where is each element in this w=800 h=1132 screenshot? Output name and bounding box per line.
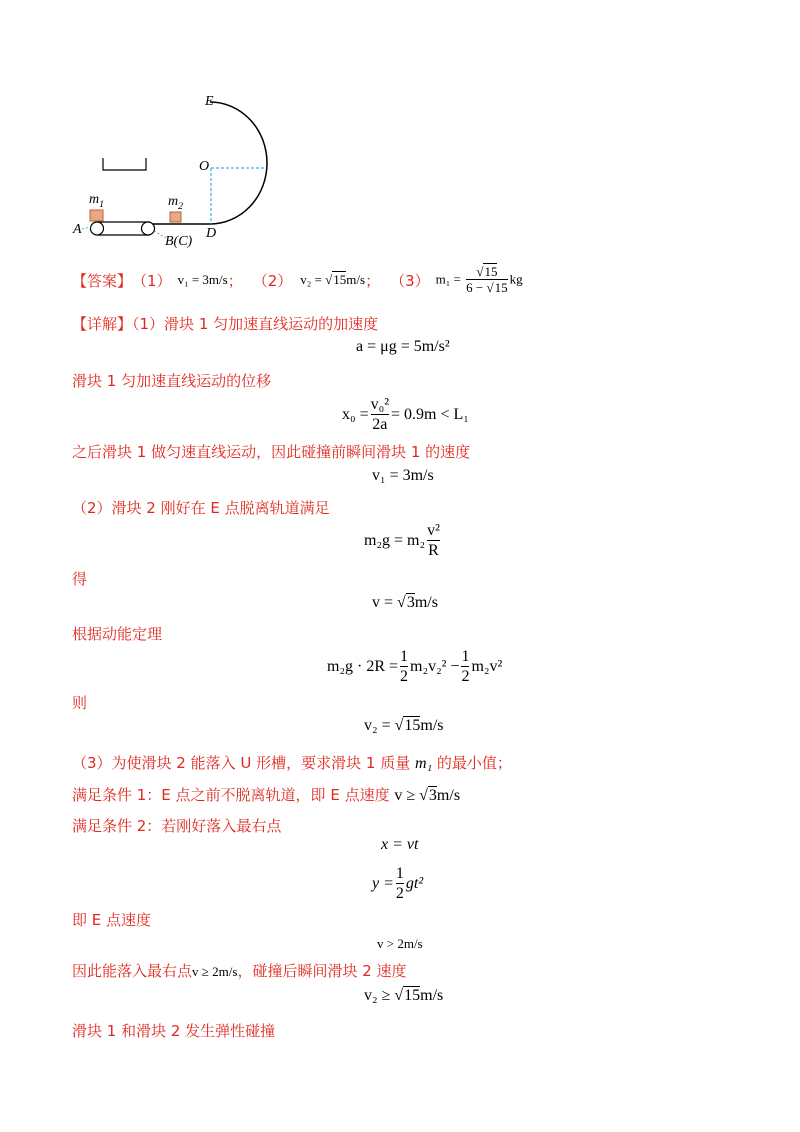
eq-v: v = √3m/s	[372, 594, 438, 611]
detail-line-6: 根据动能定理	[72, 625, 163, 643]
eq-acceleration: a = μg = 5m/s²	[356, 338, 450, 355]
label-d: D	[206, 226, 217, 241]
eq-x: x = vt	[381, 836, 419, 853]
detail-line-4: （2）滑块 2 刚好在 E 点脱离轨道满足	[72, 499, 330, 517]
answer-1: v₁ = 3m/s	[177, 272, 228, 287]
eq-circular: m₂g = m₂ $\frac{\text{v²}}{R}$	[364, 522, 440, 559]
detail-line-14: 滑块 1 和滑块 2 发生弹性碰撞	[72, 1022, 276, 1040]
semicircle-track	[210, 102, 267, 224]
detail-line-7: 则	[72, 694, 88, 712]
detail-line-2: 滑块 1 匀加速直线运动的位移	[72, 372, 272, 390]
label-o: O	[199, 159, 210, 174]
eq-displacement: x₀ = $\frac{\text{v₀²}}{2a}$ = 0.9m < L₁	[342, 396, 469, 433]
detail-line-1: 【详解】（1）滑块 1 匀加速直线运动的加速度	[72, 315, 379, 333]
block-m1	[90, 210, 103, 221]
pulley-left	[91, 222, 104, 235]
detail-line-13: 因此能落入最右点v ≥ 2m/s，碰撞后瞬间滑块 2 速度	[72, 962, 407, 980]
eq-v2: v₂ = √15m/s	[364, 717, 444, 734]
label-a: A	[73, 222, 82, 237]
physics-diagram	[60, 88, 290, 258]
label-bc: B(C)	[165, 234, 193, 249]
detail-line-10: 满足条件 2：若刚好落入最右点	[72, 817, 282, 835]
eq-v-gt-2: v > 2m/s	[377, 936, 423, 951]
answer-2: v₂ = √15m/s	[300, 272, 366, 287]
u-groove	[103, 158, 146, 170]
eq-y: y = $\frac{1}{2}$ gt²	[372, 865, 424, 902]
eq-v1: v₁ = 3m/s	[372, 467, 434, 484]
answer-3: m₁ = $\frac{√15}{6 - √15}$ kg	[435, 263, 523, 295]
eq-energy: m₂g · 2R = $\frac{1}{2}$ m₂v₂² − $\frac{1}{2}$ m₂v²	[327, 648, 503, 685]
block-m2	[170, 212, 181, 222]
detail-line-3: 之后滑块 1 做匀速直线运动，因此碰撞前瞬间滑块 1 的速度	[72, 443, 471, 461]
answer-line: 【答案】 （1） v₁ = 3m/s ； （2） v₂ = √15m/s ； （3） m₁ = $\frac{√15}{6 - √15}$ kg	[72, 263, 523, 295]
detail-line-12: 即 E 点速度	[72, 911, 152, 929]
label-m1: $m_1$	[89, 192, 105, 210]
detail-line-8: （3）为使滑块 2 能落入 U 形槽，要求滑块 1 质量 m₁ 的最小值；	[72, 754, 512, 772]
eq-v2-ge: v₂ ≥ √15m/s	[364, 987, 444, 1004]
detail-line-9: 满足条件 1：E 点之前不脱离轨道，即 E 点速度 v ≥ √3m/s	[72, 786, 461, 804]
label-e: E	[205, 94, 214, 109]
label-m2: $m_2$	[168, 194, 184, 212]
pulley-right	[142, 222, 155, 235]
answer-tag: 【答案】	[72, 271, 133, 290]
detail-line-5: 得	[72, 570, 88, 588]
